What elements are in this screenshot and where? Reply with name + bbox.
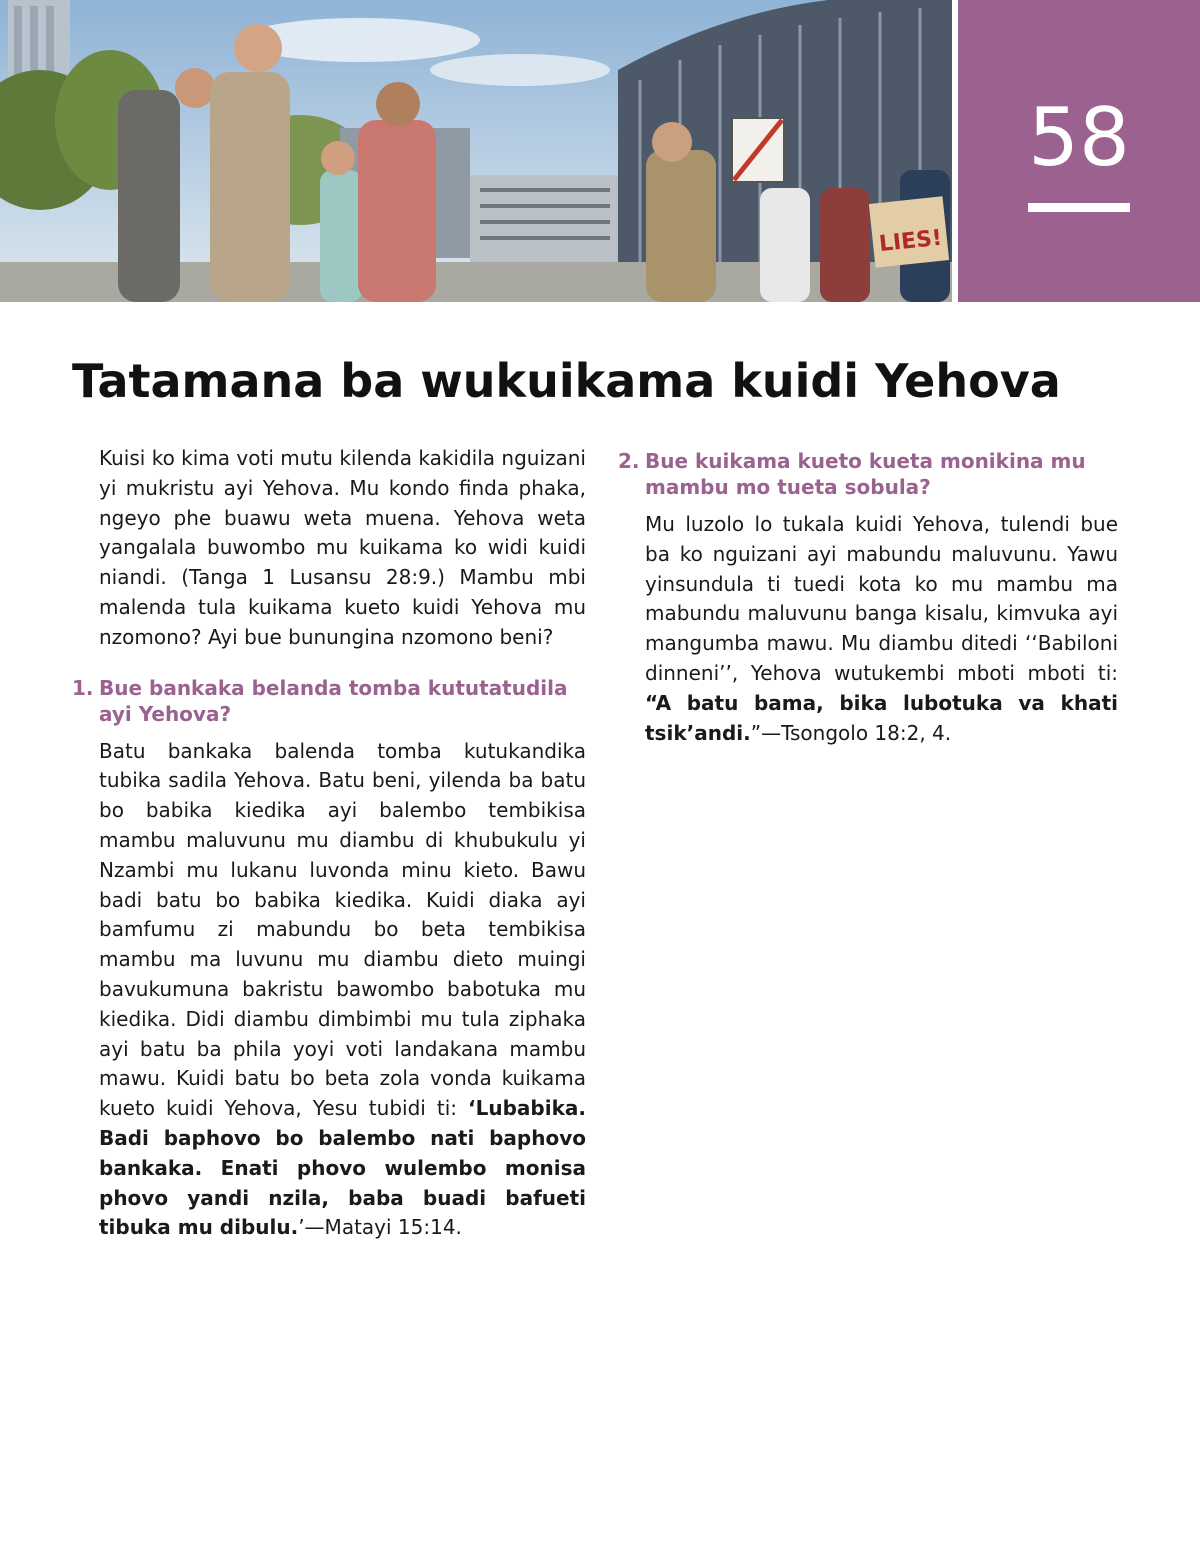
question-1-number: 1. [72, 675, 94, 700]
answer-1-body: Batu bankaka balenda tomba kutukandika tubika sadila Yehova. Batu beni, yilenda ba batu bo babika kiedika ayi balembo tembikisa mambu maluvunu mu diambu di khubukulu yi Nzambi mu lukanu luvonda minu kieto. Bawu badi batu bo babika kiedika. Kuidi diaka ayi bamfumu zi mabundu bo beta tembikisa mambu ma luvunu mu diambu dieto muingi bavukumuna bakristu bawombo babotuka mu kiedika. Didi diambu dimbimbi mu tula ziphaka ayi batu ba phila yoyi voti landakana mambu mawu. Kuidi batu bo beta zola vonda kuikama kueto kuidi Yehova, Yesu tubidi ti: [99, 738, 586, 1121]
question-2 [618, 448, 1118, 500]
answer-2-paragraph [645, 510, 1118, 748]
question-2-text: Bue kuikama kueto kueta monikina mu mambu mo tueta sobula? [645, 449, 1086, 499]
lies-sign-text: LIES! [877, 225, 944, 258]
intro-paragraph: Kuisi ko kima voti mutu kilenda kakidila nguizani yi mukristu ayi Yehova. Mu kondo finda phaka, ngeyo phe buawu weta muena. Yehova weta yangalala buwombo mu kuikama ko widi kuidi niandi. (Tanga 1 Lusansu 28:9.) Mambu mbi malenda tula kuikama kueto kuidi Yehova mu nzomono? Ayi bue bunungina nzomono beni? [99, 446, 586, 649]
answer-1-reference: ’—Matayi 15:14. [298, 1215, 462, 1240]
answer-2-quote: “A batu bama, bika lubotuka va khati tsik’andi. [645, 690, 1118, 745]
right-column [618, 444, 1118, 770]
page-title: Tatamana ba wukuikama kuidi Yehova [72, 354, 1061, 408]
question-1 [72, 675, 586, 727]
answer-2-reference: ”—Tsongolo 18:2, 4. [750, 720, 952, 745]
lesson-number-underline [1028, 203, 1130, 212]
left-column [72, 444, 586, 1265]
hero-image [0, 0, 952, 302]
question-1-text: Bue bankaka belanda tomba kututatudila ayi Yehova? [99, 675, 568, 726]
answer-1-paragraph [99, 737, 586, 1244]
question-2-number: 2. [618, 449, 640, 473]
lesson-number: 58 [1028, 91, 1130, 184]
lesson-number-box [958, 0, 1200, 302]
answer-1-quote: ‘Lubabika. Badi baphovo bo balembo nati baphovo bankaka. Enati phovo wulembo monisa phovo yandi nzila, baba buadi bafueti tibuka mu dibulu. [99, 1096, 586, 1240]
answer-2-body: Mu luzolo lo tukala kuidi Yehova, tulendi bue ba ko nguizani ayi mabundu maluvunu. Yawu yinsundula ti tuedi kota ko mu mambu ma mabundu maluvunu banga kisalu, kimvuka ayi mangumba mawu. Mu diambu ditedi ‘‘Babiloni dinneni’’, Yehova wutukembi mboti mboti ti: [645, 512, 1118, 685]
